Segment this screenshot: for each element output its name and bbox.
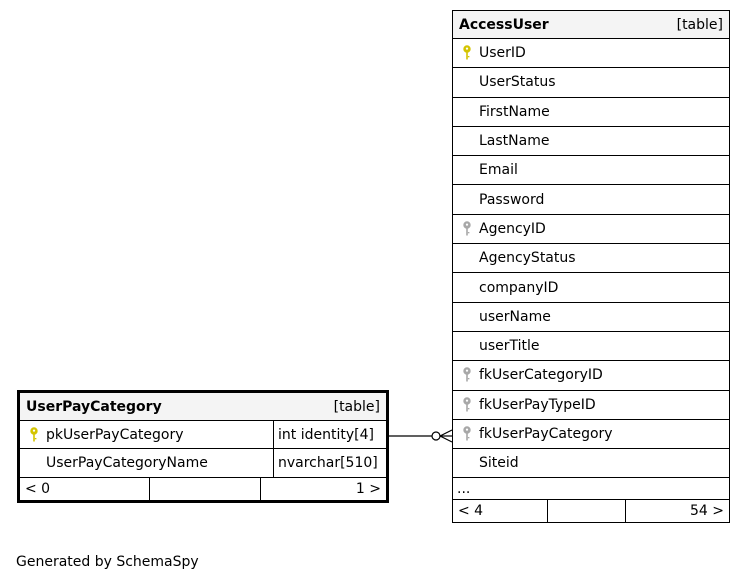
footer-spacer [149,478,260,500]
fk-key-icon [459,367,475,383]
column-name[interactable]: FirstName [479,103,550,120]
column-row[interactable] [453,391,729,420]
column-row[interactable] [453,156,729,185]
column-name[interactable]: UserPayCategoryName [46,454,208,471]
table-footer [20,478,386,500]
column-name[interactable]: fkUserCategoryID [479,367,603,384]
pk-key-icon [26,427,42,443]
column-row[interactable] [20,421,386,449]
parents-count[interactable]: < 0 [25,480,51,497]
column-type: int identity[4] [273,421,386,448]
table-kind: [table] [676,16,723,33]
column-name[interactable]: AgencyID [479,220,546,237]
column-name[interactable]: pkUserPayCategory [46,426,184,443]
column-name[interactable]: AgencyStatus [479,250,576,267]
column-name[interactable]: fkUserPayCategory [479,426,613,442]
column-row[interactable] [453,449,729,478]
column-row[interactable] [453,273,729,302]
zero-or-many-circle [432,432,440,440]
table-name[interactable]: UserPayCategory [26,398,162,415]
children-count[interactable]: 54 > [625,500,729,522]
column-name[interactable]: fkUserPayTypeID [479,396,596,413]
column-row[interactable] [453,244,729,273]
fk-key-icon [459,426,475,442]
column-name[interactable]: userName [479,308,551,325]
column-row[interactable] [453,303,729,332]
access-user-table[interactable] [452,10,730,523]
children-count[interactable]: 1 > [260,478,386,500]
column-name[interactable]: LastName [479,133,550,150]
crowfoot-lower [440,436,452,442]
column-row[interactable] [453,68,729,97]
column-name[interactable]: Password [479,191,545,208]
footer-spacer [547,500,625,522]
table-footer [453,500,729,522]
crowfoot-upper [440,430,452,436]
column-row[interactable] [453,185,729,214]
table-kind: [table] [333,398,380,415]
column-row[interactable] [453,98,729,127]
table-header[interactable] [453,11,729,39]
column-name[interactable]: UserStatus [479,74,556,91]
column-row[interactable] [20,449,386,477]
column-row[interactable] [453,332,729,361]
column-row[interactable] [453,39,729,68]
column-name[interactable]: companyID [479,279,559,296]
column-row[interactable] [453,420,729,449]
column-name[interactable]: userTitle [479,338,540,355]
pk-key-icon [459,45,475,61]
column-type: nvarchar[510] [273,449,386,476]
column-row[interactable] [453,361,729,390]
column-row[interactable] [453,127,729,156]
generated-by-label: Generated by SchemaSpy [16,554,199,570]
column-name[interactable]: Email [479,162,518,179]
table-name[interactable]: AccessUser [459,16,549,33]
parents-count[interactable]: < 4 [458,503,484,520]
column-row[interactable] [453,215,729,244]
fk-key-icon [459,221,475,237]
user-pay-category-table[interactable] [17,390,389,503]
column-name[interactable]: UserID [479,45,526,62]
more-columns[interactable]: ... [453,477,729,500]
fk-key-icon [459,397,475,413]
column-name[interactable]: Siteid [479,455,519,472]
table-header[interactable] [20,393,386,421]
